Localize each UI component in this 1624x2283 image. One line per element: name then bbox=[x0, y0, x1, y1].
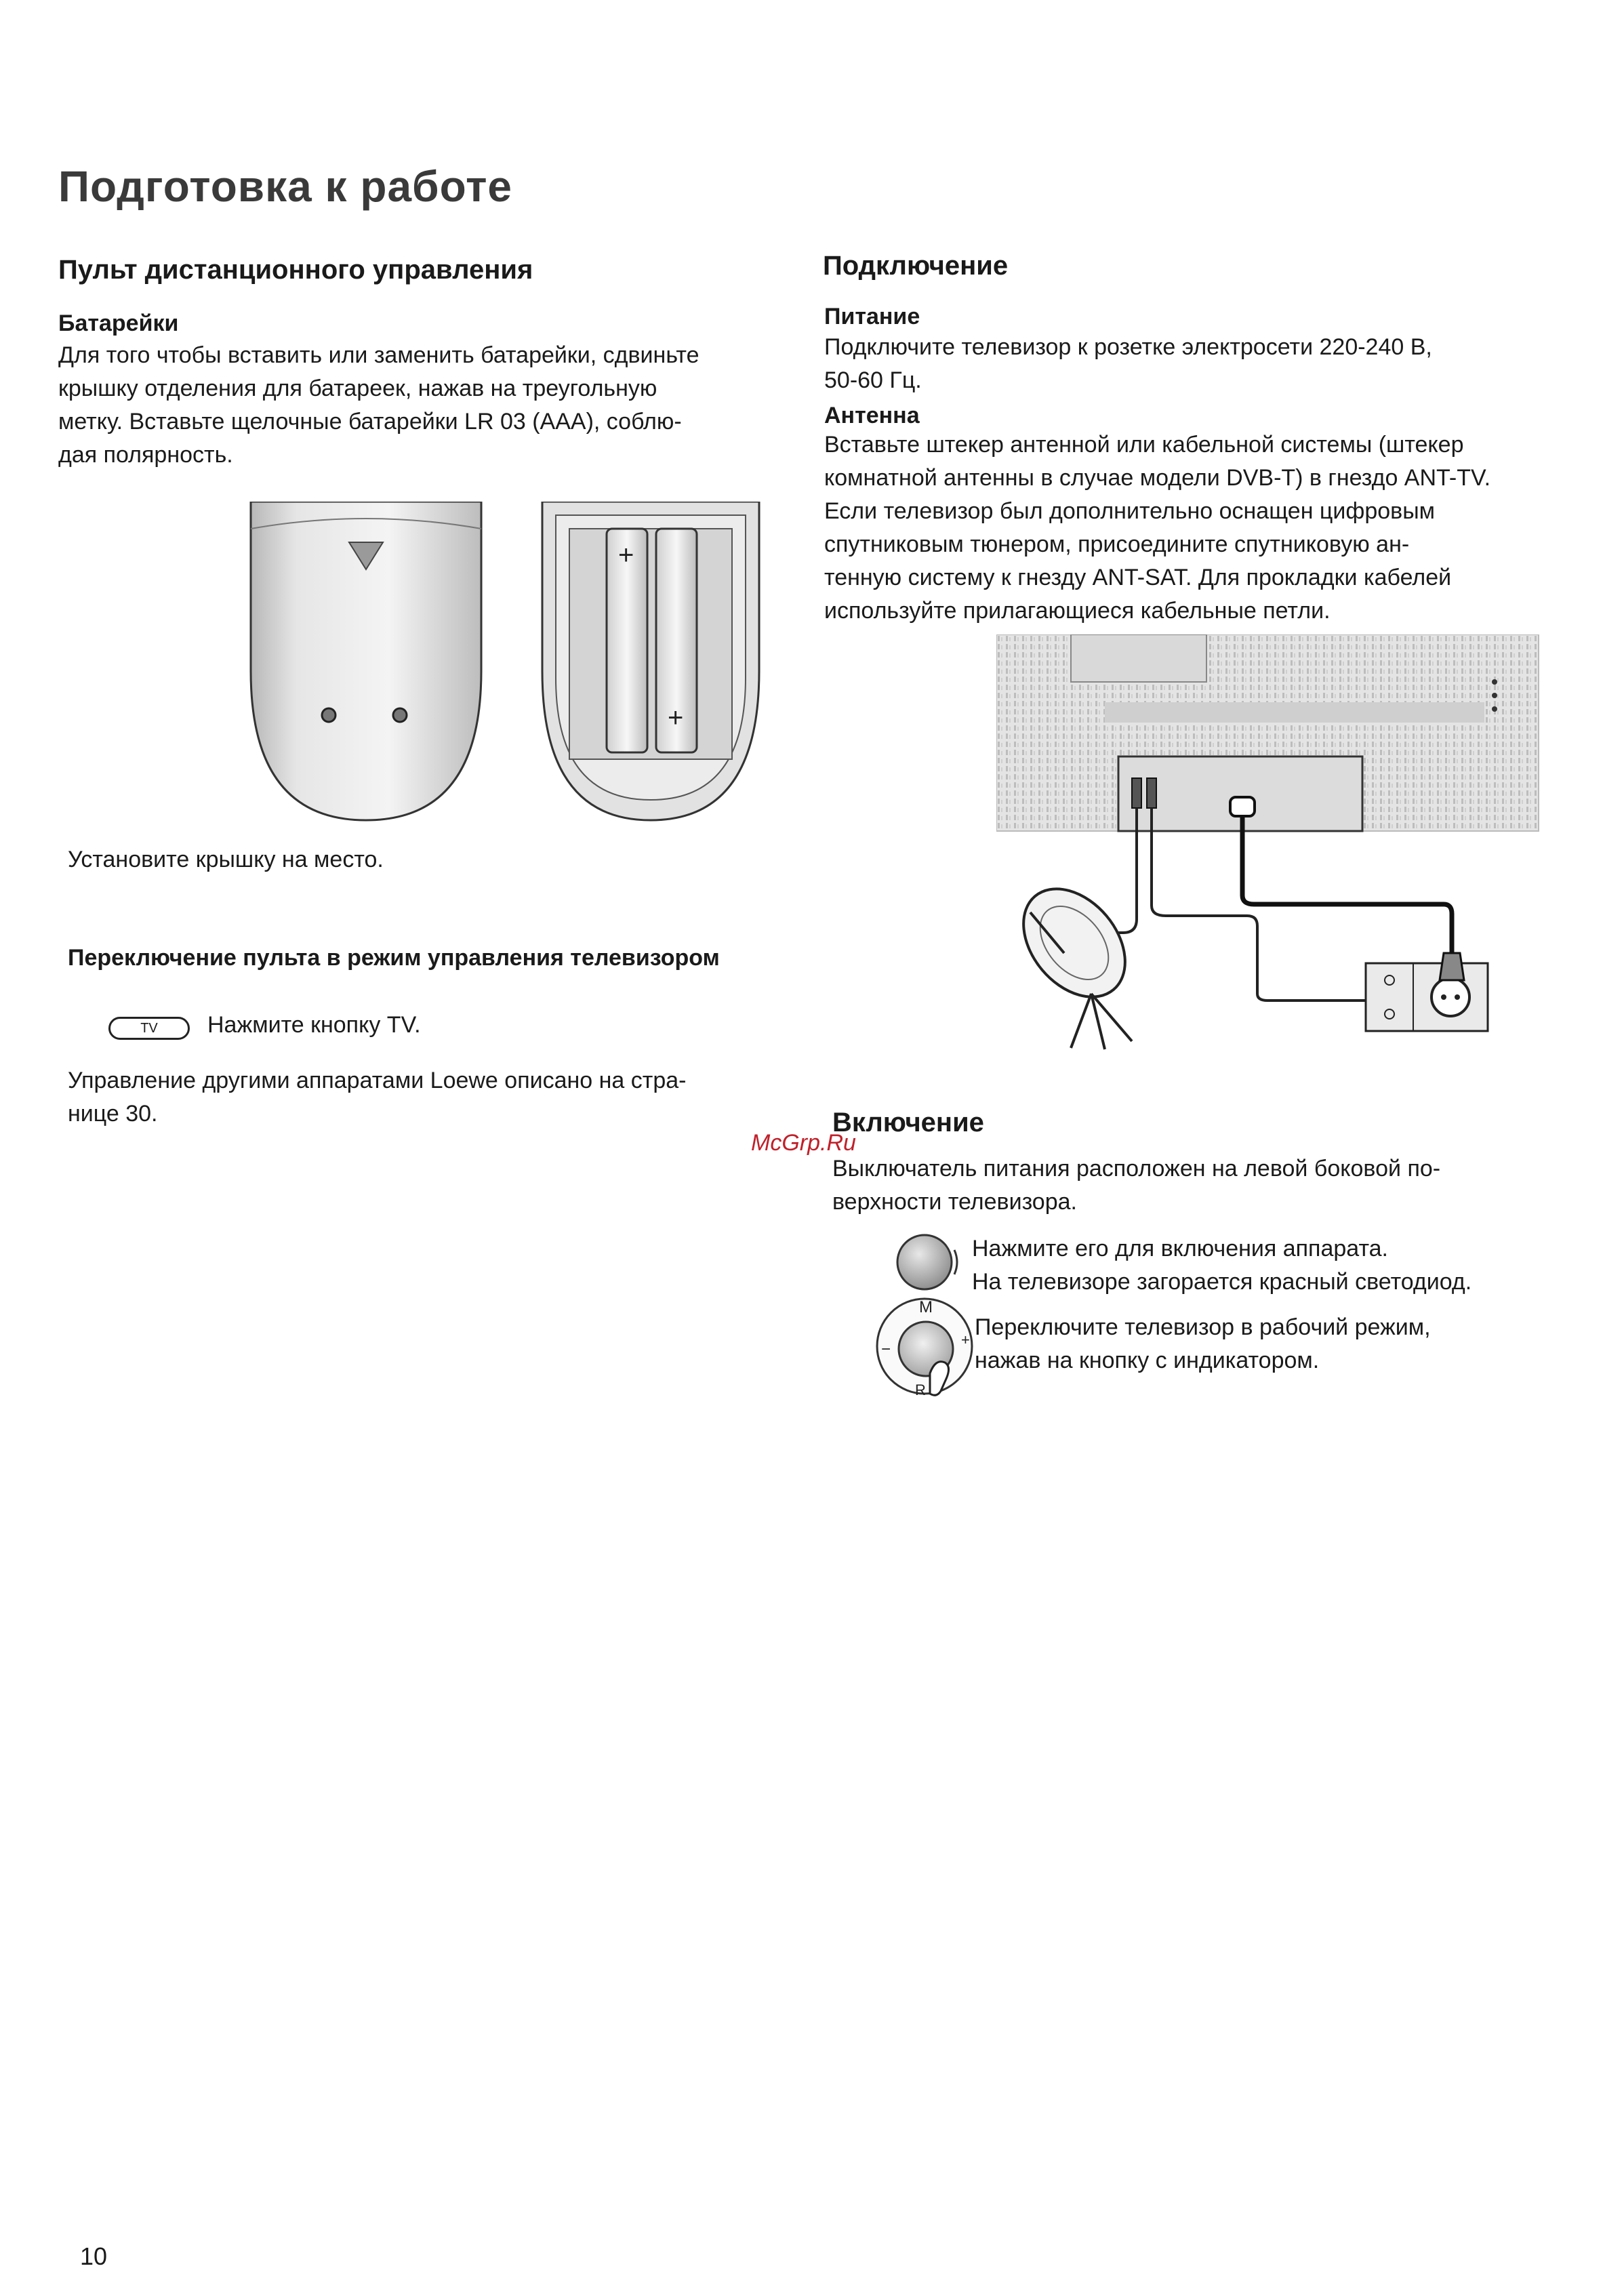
text-line: используйте прилагающиеся кабельные петли. bbox=[824, 598, 1331, 624]
text-line: 50-60 Гц. bbox=[824, 367, 922, 393]
switch-mode-heading: Переключение пульта в режим управления телевизором bbox=[68, 945, 720, 971]
text-line: Нажмите его для включения аппарата. bbox=[972, 1236, 1388, 1261]
power-cable bbox=[1242, 816, 1452, 953]
text-line: спутниковым тюнером, присоедините спутниковую ан- bbox=[824, 531, 1410, 557]
antenna-heading: Антенна bbox=[824, 403, 920, 428]
knob-m-label: M bbox=[919, 1298, 933, 1316]
replace-cover-text: Установите крышку на место. bbox=[68, 847, 384, 872]
step2-text bbox=[975, 1311, 1431, 1377]
text-line: крышку отделения для батареек, нажав на треугольную bbox=[58, 376, 657, 401]
antenna-paragraph bbox=[824, 428, 1490, 628]
text-line: Выключатель питания расположен на левой боковой по- bbox=[832, 1156, 1441, 1181]
satellite-dish-icon bbox=[1003, 869, 1146, 1049]
text-line: Переключите телевизор в рабочий режим, bbox=[975, 1314, 1431, 1340]
text-line: Подключите телевизор к розетке электросети 220-240 В, bbox=[824, 334, 1432, 360]
switch-on-paragraph bbox=[832, 1152, 1440, 1219]
text-line: Для того чтобы вставить или заменить батарейки, сдвиньте bbox=[58, 342, 699, 368]
step1-text bbox=[972, 1232, 1471, 1299]
text-line: метку. Вставьте щелочные батарейки LR 03 (AAA), соблю- bbox=[58, 409, 682, 435]
other-devices-paragraph bbox=[68, 1064, 687, 1131]
page-title: Подготовка к работе bbox=[58, 162, 512, 211]
power-paragraph bbox=[824, 331, 1432, 397]
batteries-heading: Батарейки bbox=[58, 310, 179, 336]
knob-minus-label: − bbox=[881, 1340, 891, 1358]
screw-icon bbox=[393, 708, 407, 722]
text-line: тенную систему к гнезду ANT-SAT. Для прокладки кабелей bbox=[824, 565, 1452, 590]
battery-plus-label: + bbox=[668, 703, 684, 733]
power-heading: Питание bbox=[824, 304, 920, 329]
text-line: Если телевизор был дополнительно оснащен цифровым bbox=[824, 498, 1436, 524]
page-number: 10 bbox=[80, 2242, 108, 2270]
watermark: McGrp.Ru bbox=[751, 1130, 856, 1156]
tv-key-instruction: Нажмите кнопку TV. bbox=[207, 1012, 421, 1038]
remote-control-heading: Пульт дистанционного управления bbox=[58, 255, 533, 285]
antenna-connection-illustration bbox=[996, 634, 1545, 1055]
wall-socket-icon bbox=[1366, 953, 1488, 1031]
batteries-paragraph bbox=[58, 339, 699, 472]
connection-heading: Подключение bbox=[823, 251, 1009, 281]
text-line: нажав на кнопку с индикатором. bbox=[975, 1348, 1320, 1373]
ant-connector-icon bbox=[1132, 778, 1141, 808]
battery-compartment-illustration bbox=[535, 502, 766, 827]
text-line: нице 30. bbox=[68, 1101, 158, 1127]
text-line: На телевизоре загорается красный светодиод. bbox=[972, 1269, 1472, 1295]
text-line: комнатной антенны в случае модели DVB-T) в гнездо ANT-TV. bbox=[824, 465, 1491, 491]
battery-plus-label: + bbox=[618, 540, 634, 570]
text-line: Управление другими аппаратами Loewe описано на стра- bbox=[68, 1068, 687, 1093]
switch-on-heading: Включение bbox=[832, 1108, 984, 1137]
remote-cover-illustration bbox=[244, 502, 488, 827]
text-line: верхности телевизора. bbox=[832, 1189, 1077, 1215]
power-socket-icon bbox=[1230, 797, 1255, 816]
knob-r-label: R bbox=[915, 1381, 926, 1398]
finger-press-icon bbox=[930, 1362, 949, 1396]
power-button-icon bbox=[892, 1230, 960, 1297]
tv-key-icon: TV bbox=[108, 1017, 190, 1040]
knob-plus-label: + bbox=[961, 1331, 970, 1348]
screw-icon bbox=[322, 708, 336, 722]
control-knob-icon bbox=[870, 1292, 979, 1400]
ant-connector-icon bbox=[1147, 778, 1156, 808]
text-line: дая полярность. bbox=[58, 442, 233, 468]
text-line: Вставьте штекер антенной или кабельной системы (штекер bbox=[824, 432, 1464, 458]
